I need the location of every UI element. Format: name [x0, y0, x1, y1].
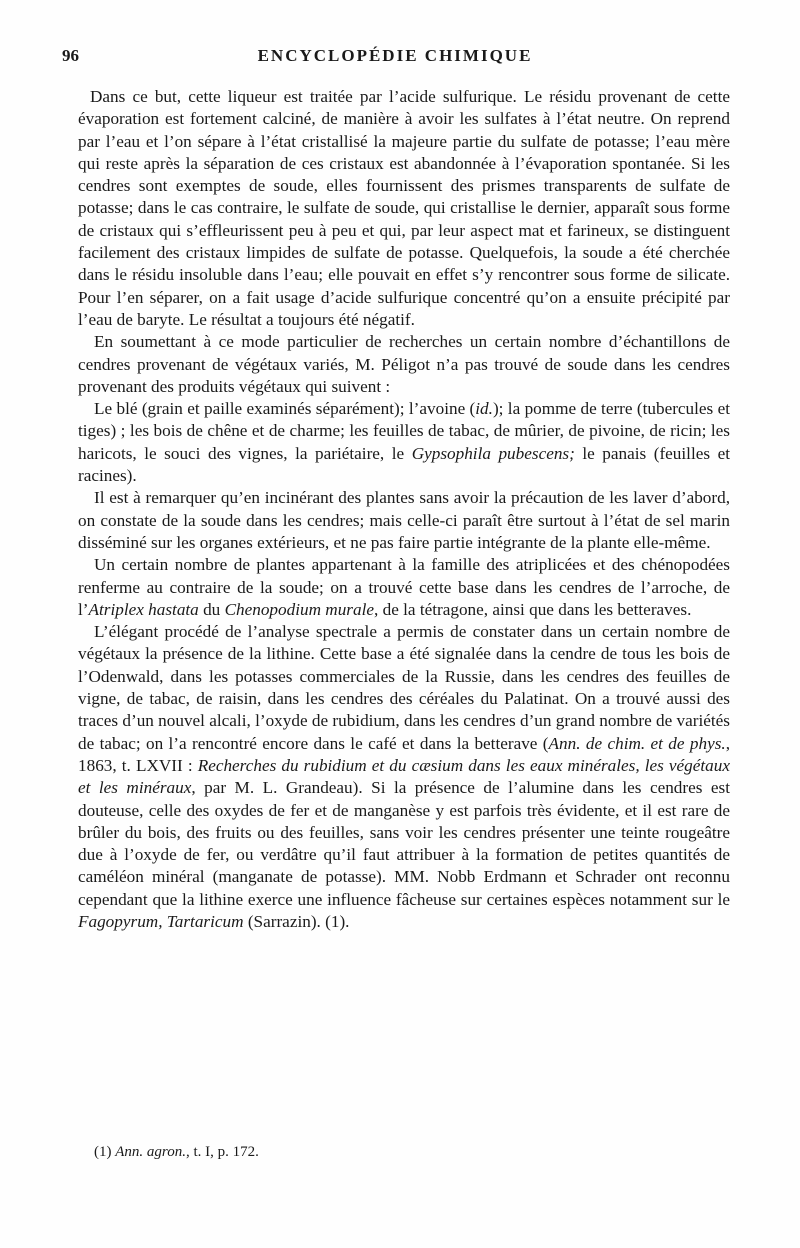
- footnote-ref: , t. I, p. 172.: [185, 1144, 259, 1160]
- paragraph-2-text: En soumettant à ce mode particulier de recherches un certain nombre d’échantillons de cendres provenant de végétaux variés, M. Péligot n’a pas trouvé de soude dans les cendres provenant des produits végétaux qui suivent :: [78, 332, 730, 396]
- paragraph-1-text: Dans ce but, cette liqueur est traitée par l’acide sulfurique. Le résidu provenant de cette évaporation est fortement calciné, de manière à avoir les sulfates à l’état neutre. On reprend par l’eau et l’on sépare à l’état cristallisé la majeure partie du sulfate de potasse; l’eau mère qui reste après la séparation de ces cristaux est abandonnée à l’évaporation spontanée. Si les cendres sont exemptes de soude, elles fournissent des prismes transparents de sulfate de potasse; dans le cas contraire, le sulfate de soude, qui cristallise le dernier, apparaît sous forme de cristaux qui s’effleurissent peu à peu et qui, par leur aspect mat et farineux, se distinguent facilement des cristaux limpides de sulfate de potasse. Quelquefois, la soude a été cherchée dans le résidu insoluble dans l’eau; elle pouvait en effet s’y rencontrer sous forme de silicate. Pour l’en séparer, on a fait usage d’acide sulfurique concentré qu’on a ensuite précipité par l’eau de baryte. Le résultat a toujours été négatif.: [78, 87, 730, 329]
- paragraph-5: [78, 554, 730, 621]
- paragraph-5-atriplex: Atriplex hastata: [88, 599, 199, 619]
- paragraph-6-text-b: , 1863, t. LXVII :: [78, 733, 730, 775]
- running-title: ENCYCLOPÉDIE CHIMIQUE: [257, 46, 533, 65]
- paragraph-5-chenopodium: Chenopodium murale: [224, 599, 374, 619]
- paragraph-3-text-b: ); la pomme de terre (tubercules et tiges) ; les bois de chêne et de charme; les feuilles de tabac, de mûrier, de pivoine, de ricin; les haricots, le souci des vignes, la pariétaire, le: [78, 399, 730, 463]
- page-number: 96: [62, 46, 79, 65]
- paragraph-6-fagopyrum: Fagopyrum, Tartaricum: [78, 911, 244, 931]
- paragraph-2: [78, 331, 730, 398]
- paragraph-6-title: Recherches du rubidium et du cæsium dans les eaux minérales, les végétaux et les minéraux: [78, 755, 730, 798]
- running-head: [62, 46, 728, 70]
- paragraph-3: [78, 398, 730, 487]
- footnote-marker: (1): [94, 1144, 116, 1160]
- paragraph-6-text-c: , par M. L. Grandeau). Si la présence de l’alumine dans les cendres est douteuse, celle des oxydes de fer et de manganèse y est parfois très évidente, et il est rare de brûler du bois, des fruits ou des feuilles, sans voir les cendres présenter une teinte rougeâtre due à l’oxyde de fer, ou verdâtre qu’il faut attribuer à la formation de petites quantités de caméléon minéral (manganate de potasse). MM. Nobb Erdmann et Schrader ont reconnu cependant que la lithine exerce une influence fâcheuse sur certaines espèces notamment sur le: [78, 778, 730, 909]
- paragraph-6-ann: Ann. de chim. et de phys.: [548, 733, 726, 753]
- footnote-source: Ann. agron.: [115, 1144, 186, 1160]
- body-text: [78, 86, 730, 933]
- paragraph-6-text-d: (Sarrazin). (1).: [243, 911, 350, 931]
- paragraph-4: [78, 487, 730, 554]
- paragraph-3-text-a: Le blé (grain et paille examinés séparément); l’avoine (: [94, 399, 476, 419]
- paragraph-5-text-b: du: [198, 599, 225, 619]
- paragraph-5-text-c: , de la tétragone, ainsi que dans les betteraves.: [374, 599, 692, 619]
- paragraph-6: [78, 621, 730, 933]
- paragraph-3-text-c: le panais (feuilles et racines).: [78, 443, 730, 486]
- paragraph-4-text: Il est à remarquer qu’en incinérant des plantes sans avoir la précaution de les laver d’abord, on constate de la soude dans les cendres; mais celle-ci paraît être surtout à l’état de sel marin disséminé sur les organes extérieurs, et ne pas faire partie intégrante de la plante elle-même.: [78, 488, 730, 552]
- paragraph-6-text-a: L’élégant procédé de l’analyse spectrale a permis de constater dans un certain nombre de végétaux la présence de la lithine. Cette base a été signalée dans la cendre de tous les bois de l’Odenwald, dans les potasses commerciales de la Russie, dans les cendres des feuilles de vigne, de tabac, de raisin, dans les cendres des céréales du Palatinat. On a trouvé aussi des traces d’un nouvel alcali, l’oxyde de rubidium, dans les cendres d’un grand nombre de variétés de tabac; on l’a rencontré encore dans le café et dans la betterave (: [78, 622, 730, 753]
- paragraph-1: [78, 86, 730, 331]
- paragraph-5-text-a: Un certain nombre de plantes appartenant à la famille des atriplicées et des chénopodées renferme au contraire de la soude; on a trouvé cette base dans les cendres de l’arroche, de l’: [78, 555, 730, 619]
- paragraph-3-id: id.: [475, 399, 493, 419]
- footnote: [94, 1142, 694, 1162]
- paragraph-3-gypsophila: Gypsophila pubescens;: [411, 443, 575, 463]
